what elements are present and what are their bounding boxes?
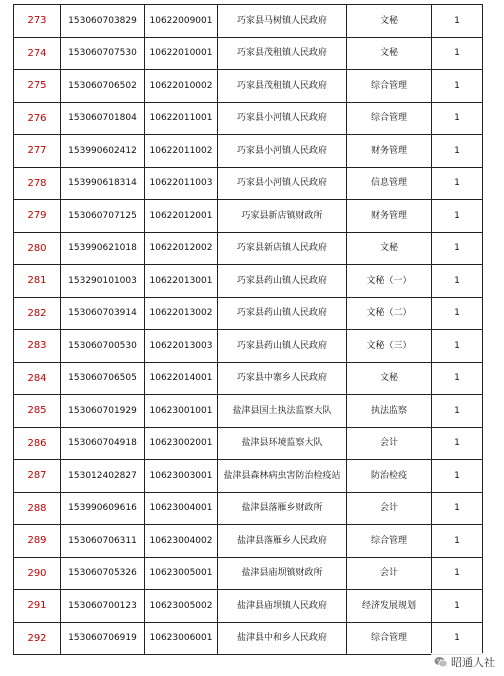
position-code-cell: 10622009001 <box>145 5 218 38</box>
employer-name-cell: 巧家县新店镇人民政府 <box>218 232 347 265</box>
position-name-cell: 综合管理 <box>347 525 432 558</box>
position-name-cell: 文秘（三） <box>347 330 432 363</box>
wechat-icon <box>434 655 448 669</box>
candidate-id-cell: 153012402827 <box>61 460 145 493</box>
employer-name-cell: 盐津县庙坝镇财政所 <box>218 557 347 590</box>
hire-count-cell: 1 <box>432 37 483 70</box>
row-number-cell: 278 <box>14 167 61 200</box>
row-number-cell: 289 <box>14 525 61 558</box>
candidate-id-cell: 153060700530 <box>61 330 145 363</box>
candidate-id-cell: 153060705326 <box>61 557 145 590</box>
position-name-cell: 文秘 <box>347 5 432 38</box>
row-number-cell: 275 <box>14 70 61 103</box>
table-row <box>14 492 483 525</box>
employer-name-cell: 盐津县中和乡人民政府 <box>218 622 347 655</box>
candidate-id-cell: 153990602412 <box>61 135 145 168</box>
table-row <box>14 200 483 233</box>
table-row <box>14 135 483 168</box>
position-name-cell: 会计 <box>347 427 432 460</box>
hire-count-cell: 1 <box>432 460 483 493</box>
position-code-cell: 10622013002 <box>145 297 218 330</box>
employer-name-cell: 盐津县环境监察大队 <box>218 427 347 460</box>
candidate-id-cell: 153060707125 <box>61 200 145 233</box>
employer-name-cell: 巧家县中寨乡人民政府 <box>218 362 347 395</box>
results-table-body <box>14 5 483 655</box>
hire-count-cell: 1 <box>432 135 483 168</box>
table-row <box>14 460 483 493</box>
position-name-cell: 经济发展规划 <box>347 590 432 623</box>
position-name-cell: 防治检疫 <box>347 460 432 493</box>
candidate-id-cell: 153060704918 <box>61 427 145 460</box>
position-code-cell: 10623003001 <box>145 460 218 493</box>
position-code-cell: 10623005002 <box>145 590 218 623</box>
hire-count-cell: 1 <box>432 297 483 330</box>
row-number-cell: 282 <box>14 297 61 330</box>
position-name-cell: 财务管理 <box>347 135 432 168</box>
employer-name-cell: 盐津县落雁乡财政所 <box>218 492 347 525</box>
employer-name-cell: 巧家县新店镇财政所 <box>218 200 347 233</box>
hire-count-cell: 1 <box>432 5 483 38</box>
hire-count-cell: 1 <box>432 200 483 233</box>
position-name-cell: 财务管理 <box>347 200 432 233</box>
position-name-cell: 综合管理 <box>347 70 432 103</box>
employer-name-cell: 巧家县茂租镇人民政府 <box>218 70 347 103</box>
table-row <box>14 102 483 135</box>
candidate-id-cell: 153990609616 <box>61 492 145 525</box>
hire-count-cell: 1 <box>432 232 483 265</box>
position-code-cell: 10622012001 <box>145 200 218 233</box>
position-code-cell: 10623004002 <box>145 525 218 558</box>
position-code-cell: 10622011002 <box>145 135 218 168</box>
candidate-id-cell: 153990618314 <box>61 167 145 200</box>
table-row <box>14 167 483 200</box>
candidate-id-cell: 153290101003 <box>61 265 145 298</box>
employer-name-cell: 盐津县落雁乡人民政府 <box>218 525 347 558</box>
row-number-cell: 291 <box>14 590 61 623</box>
position-code-cell: 10623004001 <box>145 492 218 525</box>
employer-name-cell: 巧家县药山镇人民政府 <box>218 330 347 363</box>
table-row <box>14 5 483 38</box>
position-code-cell: 10623005001 <box>145 557 218 590</box>
table-row <box>14 70 483 103</box>
row-number-cell: 286 <box>14 427 61 460</box>
position-code-cell: 10623001001 <box>145 395 218 428</box>
employer-name-cell: 巧家县茂租镇人民政府 <box>218 37 347 70</box>
table-row <box>14 330 483 363</box>
position-name-cell: 综合管理 <box>347 102 432 135</box>
row-number-cell: 283 <box>14 330 61 363</box>
employer-name-cell: 巧家县药山镇人民政府 <box>218 297 347 330</box>
row-number-cell: 290 <box>14 557 61 590</box>
position-code-cell: 10622014001 <box>145 362 218 395</box>
table-row <box>14 525 483 558</box>
watermark <box>431 653 498 671</box>
table-row <box>14 622 483 655</box>
employer-name-cell: 巧家县小河镇人民政府 <box>218 135 347 168</box>
table-row <box>14 427 483 460</box>
table-row <box>14 37 483 70</box>
position-code-cell: 10622012002 <box>145 232 218 265</box>
hire-count-cell: 1 <box>432 265 483 298</box>
hire-count-cell: 1 <box>432 330 483 363</box>
position-name-cell: 综合管理 <box>347 622 432 655</box>
hire-count-cell: 1 <box>432 525 483 558</box>
hire-count-cell: 1 <box>432 622 483 655</box>
row-number-cell: 279 <box>14 200 61 233</box>
candidate-id-cell: 153060701929 <box>61 395 145 428</box>
candidate-id-cell: 153060706505 <box>61 362 145 395</box>
position-name-cell: 信息管理 <box>347 167 432 200</box>
row-number-cell: 292 <box>14 622 61 655</box>
position-code-cell: 10622013001 <box>145 265 218 298</box>
table-row <box>14 590 483 623</box>
position-code-cell: 10623002001 <box>145 427 218 460</box>
hire-count-cell: 1 <box>432 492 483 525</box>
row-number-cell: 285 <box>14 395 61 428</box>
employer-name-cell: 巧家县马树镇人民政府 <box>218 5 347 38</box>
results-table <box>13 4 483 655</box>
table-row <box>14 395 483 428</box>
results-table-container <box>13 4 483 655</box>
row-number-cell: 273 <box>14 5 61 38</box>
candidate-id-cell: 153060707530 <box>61 37 145 70</box>
candidate-id-cell: 153060701804 <box>61 102 145 135</box>
employer-name-cell: 巧家县药山镇人民政府 <box>218 265 347 298</box>
table-row <box>14 362 483 395</box>
hire-count-cell: 1 <box>432 70 483 103</box>
table-row <box>14 232 483 265</box>
position-code-cell: 10622013003 <box>145 330 218 363</box>
hire-count-cell: 1 <box>432 362 483 395</box>
position-code-cell: 10622011003 <box>145 167 218 200</box>
row-number-cell: 276 <box>14 102 61 135</box>
position-name-cell: 文秘 <box>347 362 432 395</box>
table-row <box>14 297 483 330</box>
row-number-cell: 280 <box>14 232 61 265</box>
candidate-id-cell: 153060706311 <box>61 525 145 558</box>
employer-name-cell: 巧家县小河镇人民政府 <box>218 167 347 200</box>
hire-count-cell: 1 <box>432 557 483 590</box>
row-number-cell: 277 <box>14 135 61 168</box>
hire-count-cell: 1 <box>432 590 483 623</box>
row-number-cell: 284 <box>14 362 61 395</box>
position-name-cell: 会计 <box>347 557 432 590</box>
position-name-cell: 文秘 <box>347 232 432 265</box>
position-code-cell: 10622011001 <box>145 102 218 135</box>
position-name-cell: 执法监察 <box>347 395 432 428</box>
candidate-id-cell: 153060703829 <box>61 5 145 38</box>
position-code-cell: 10623006001 <box>145 622 218 655</box>
employer-name-cell: 巧家县小河镇人民政府 <box>218 102 347 135</box>
row-number-cell: 281 <box>14 265 61 298</box>
row-number-cell: 288 <box>14 492 61 525</box>
hire-count-cell: 1 <box>432 167 483 200</box>
watermark-text: 昭通人社 <box>451 656 495 669</box>
table-row <box>14 557 483 590</box>
position-name-cell: 文秘 <box>347 37 432 70</box>
candidate-id-cell: 153990621018 <box>61 232 145 265</box>
hire-count-cell: 1 <box>432 427 483 460</box>
candidate-id-cell: 153060700123 <box>61 590 145 623</box>
hire-count-cell: 1 <box>432 102 483 135</box>
position-code-cell: 10622010001 <box>145 37 218 70</box>
employer-name-cell: 盐津县国土执法监察大队 <box>218 395 347 428</box>
position-name-cell: 文秘（二） <box>347 297 432 330</box>
employer-name-cell: 盐津县森林病虫害防治检疫站 <box>218 460 347 493</box>
candidate-id-cell: 153060706502 <box>61 70 145 103</box>
position-name-cell: 会计 <box>347 492 432 525</box>
employer-name-cell: 盐津县庙坝镇人民政府 <box>218 590 347 623</box>
hire-count-cell: 1 <box>432 395 483 428</box>
position-code-cell: 10622010002 <box>145 70 218 103</box>
candidate-id-cell: 153060706919 <box>61 622 145 655</box>
table-row <box>14 265 483 298</box>
row-number-cell: 274 <box>14 37 61 70</box>
row-number-cell: 287 <box>14 460 61 493</box>
candidate-id-cell: 153060703914 <box>61 297 145 330</box>
position-name-cell: 文秘（一） <box>347 265 432 298</box>
